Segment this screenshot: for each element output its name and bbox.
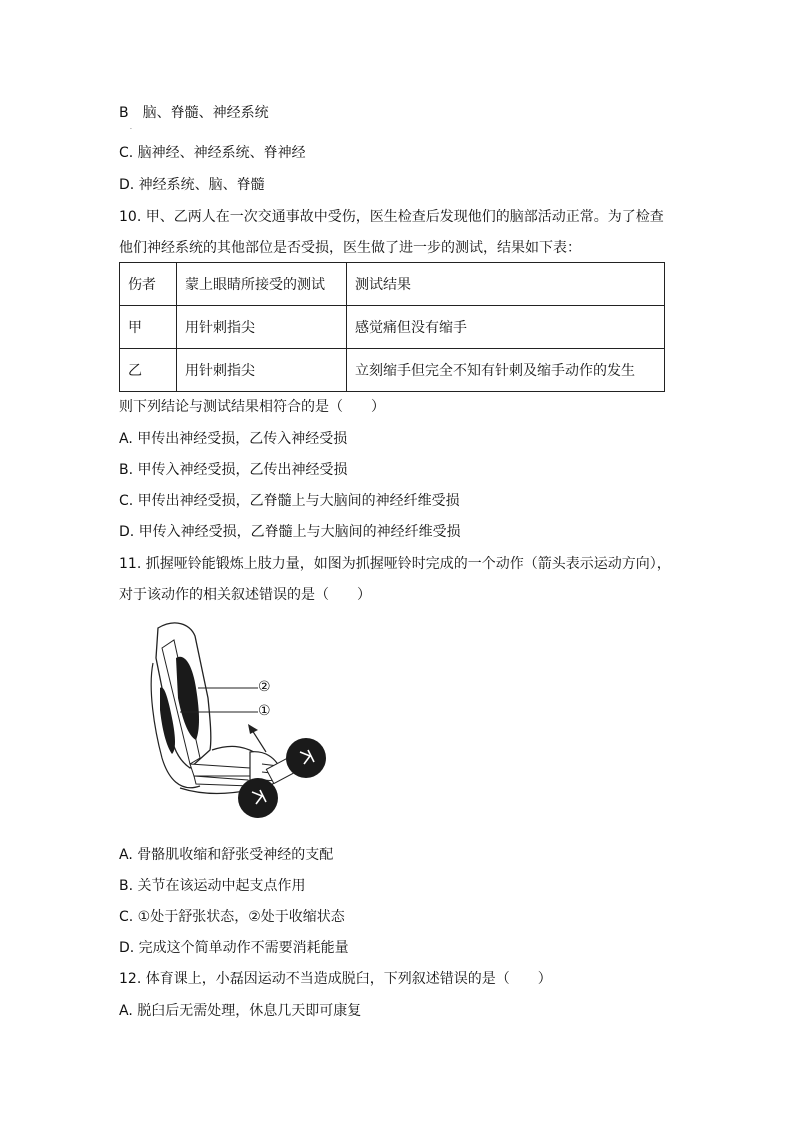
table-cell: 用针刺指尖	[177, 306, 347, 349]
table-row	[120, 349, 665, 392]
q10-stem-line2: 他们神经系统的其他部位是否受损，医生做了进一步的测试，结果如下表：	[119, 240, 581, 256]
stray-dot: ·	[130, 126, 132, 133]
q10-table	[119, 262, 665, 392]
arm-dumbbell-figure	[150, 618, 340, 818]
table-cell: 用针刺指尖	[177, 349, 347, 392]
q9-option-b: B 脑、脊髓、神经系统	[119, 105, 269, 121]
table-header-cell: 蒙上眼睛所接受的测试	[177, 263, 347, 306]
table-header-row	[120, 263, 665, 306]
table-cell: 感觉痛但没有缩手	[347, 306, 665, 349]
q10-stem-line1: 10. 甲、乙两人在一次交通事故中受伤，医生检查后发现他们的脑部活动正常。为了检查	[119, 209, 664, 225]
q10-option-c: C. 甲传出神经受损，乙脊髓上与大脑间的神经纤维受损	[119, 493, 460, 509]
table-cell: 立刻缩手但完全不知有针刺及缩手动作的发生	[347, 349, 665, 392]
table-header-cell: 测试结果	[347, 263, 665, 306]
q9-option-d: D. 神经系统、脑、脊髓	[119, 177, 265, 193]
q11-stem-line2: 对于该动作的相关叙述错误的是（ ）	[119, 587, 371, 603]
q11-option-a: A. 骨骼肌收缩和舒张受神经的支配	[119, 847, 334, 863]
q12-stem: 12. 体育课上，小磊因运动不当造成脱臼，下列叙述错误的是（ ）	[119, 971, 552, 987]
q10-question: 则下列结论与测试结果相符合的是（ ）	[119, 399, 385, 415]
table-cell: 乙	[120, 349, 177, 392]
table-cell: 甲	[120, 306, 177, 349]
table-header-cell: 伤者	[120, 263, 177, 306]
q10-option-a: A. 甲传出神经受损，乙传入神经受损	[119, 431, 348, 447]
q12-option-a: A. 脱臼后无需处理，休息几天即可康复	[119, 1003, 362, 1019]
q9-option-c: C. 脑神经、神经系统、脊神经	[119, 145, 306, 161]
q11-option-d: D. 完成这个简单动作不需要消耗能量	[119, 940, 349, 956]
label-muscle-2: ②	[258, 679, 271, 695]
q10-option-d: D. 甲传入神经受损，乙脊髓上与大脑间的神经纤维受损	[119, 524, 461, 540]
q11-option-b: B. 关节在该运动中起支点作用	[119, 878, 306, 894]
q11-option-c: C. ①处于舒张状态，②处于收缩状态	[119, 909, 345, 925]
table-row	[120, 306, 665, 349]
q11-stem-line1: 11. 抓握哑铃能锻炼上肢力量，如图为抓握哑铃时完成的一个动作（箭头表示运动方向），	[119, 556, 671, 572]
label-muscle-1: ①	[258, 703, 271, 719]
arm-muscle-illustration	[150, 618, 340, 818]
q10-option-b: B. 甲传入神经受损，乙传出神经受损	[119, 462, 348, 478]
